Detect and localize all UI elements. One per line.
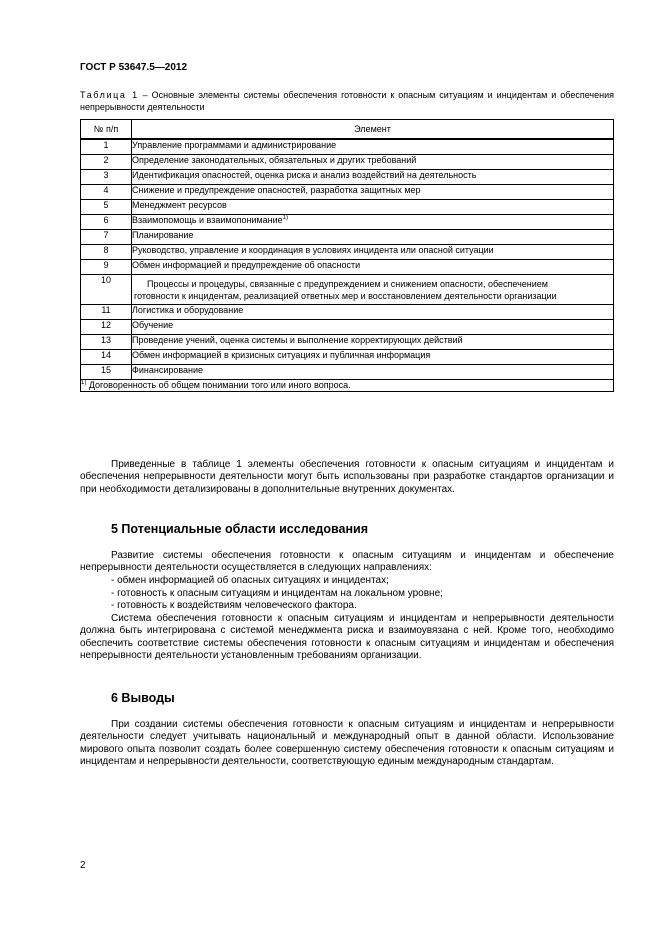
section-6-paragraph-1: При создании системы обеспечения готовности к опасным ситуациям и инцидентам и непрерывности деятельности следует учитывать национальный и международный опыт в данной области. Использование мирового опыта позволит создать более совершенную систему обеспечения готовности к опасным ситуациям и инцидентам и непрерывности деятельности, соответствующую единым международным стандартам. — [80, 719, 614, 768]
footnote-text: Договоренность об общем понимании того или иного вопроса. — [86, 380, 351, 390]
row-number: 15 — [81, 365, 132, 380]
row-number: 3 — [81, 170, 132, 185]
table-row — [81, 350, 614, 365]
section-6-title: 6 Выводы — [111, 691, 175, 705]
footnote-mark: 1) — [81, 380, 87, 386]
page-number: 2 — [80, 860, 86, 871]
row-element: Планирование — [132, 230, 614, 245]
row-number: 10 — [81, 275, 132, 305]
table-row — [81, 185, 614, 200]
row-number: 9 — [81, 260, 132, 275]
row-element — [132, 215, 614, 230]
row-number: 4 — [81, 185, 132, 200]
table-row — [81, 155, 614, 170]
row-element: Обучение — [132, 320, 614, 335]
table-footnote-row — [81, 380, 614, 392]
section-5-list-item: - готовность к воздействиям человеческого фактора. — [111, 600, 357, 611]
footnote-reference: 1) — [282, 215, 288, 221]
row-element-line-1: Процессы и процедуры, связанные с предупреждением и снижением опасности, обеспечением — [147, 279, 548, 289]
table-row — [81, 335, 614, 350]
table-footnote — [81, 380, 614, 392]
table-row — [81, 139, 614, 155]
row-number: 11 — [81, 305, 132, 320]
row-number: 13 — [81, 335, 132, 350]
elements-table — [80, 119, 614, 392]
row-element-text: Взаимопомощь и взаимопонимание — [132, 215, 283, 225]
table-caption-lead: Таблица 1 — [80, 90, 139, 100]
row-element: Обмен информацией и предупреждение об опасности — [132, 260, 614, 275]
row-element: Управление программами и администрирование — [132, 139, 614, 155]
row-number: 2 — [81, 155, 132, 170]
row-element: Финансирование — [132, 365, 614, 380]
section-5-list-item: - обмен информацией об опасных ситуациях и инцидентах; — [111, 575, 389, 586]
table-row — [81, 365, 614, 380]
row-element: Менеджмент ресурсов — [132, 200, 614, 215]
table-header-row — [81, 120, 614, 140]
column-header-number: № п/п — [81, 120, 132, 140]
row-number: 1 — [81, 139, 132, 155]
table-row — [81, 215, 614, 230]
row-element — [132, 275, 614, 305]
table-caption-text: – Основные элементы системы обеспечения готовности к опасным ситуациям и инцидентам и обеспечения непрерывности деятельности — [80, 90, 614, 112]
row-element-line-2: готовности к инцидентам, реализацией ответных мер и восстановлением деятельности организации — [134, 291, 557, 301]
column-header-element: Элемент — [132, 120, 614, 140]
section-5-paragraph-1: Развитие системы обеспечения готовности к опасным ситуациям и инцидентам и обеспечение непрерывности деятельности осуществляется в следующих направлениях: — [80, 550, 614, 574]
row-number: 12 — [81, 320, 132, 335]
table-row — [81, 230, 614, 245]
section-5-list-item: - готовность к опасным ситуациям и инцидентам на локальном уровне; — [111, 588, 443, 599]
row-element: Определение законодательных, обязательных и других требований — [132, 155, 614, 170]
section-5-title: 5 Потенциальные области исследования — [111, 522, 369, 536]
row-number: 8 — [81, 245, 132, 260]
document-header: ГОСТ Р 53647.5—2012 — [80, 62, 188, 73]
table-row — [81, 200, 614, 215]
row-number: 7 — [81, 230, 132, 245]
row-element: Проведение учений, оценка системы и выполнение корректирующих действий — [132, 335, 614, 350]
row-number: 14 — [81, 350, 132, 365]
table-row — [81, 170, 614, 185]
row-element: Логистика и оборудование — [132, 305, 614, 320]
section-5-paragraph-2: Система обеспечения готовности к опасным ситуациям и инцидентам и непрерывности деятельности должна быть интегрирована с системой менеджмента риска и взаимоувязана с ней. Кроме того, необходимо обеспечить соответствие системы обеспечения готовности к опасным ситуациям и инцидентам и обеспечения непрерывности деятельности установленным требованиям организации. — [80, 613, 614, 662]
row-element: Руководство, управление и координация в условиях инцидента или опасной ситуации — [132, 245, 614, 260]
table-caption — [80, 89, 614, 113]
table-row — [81, 305, 614, 320]
row-element: Снижение и предупреждение опасностей, разработка защитных мер — [132, 185, 614, 200]
row-number: 5 — [81, 200, 132, 215]
row-element: Обмен информацией в кризисных ситуациях и публичная информация — [132, 350, 614, 365]
table-row — [81, 320, 614, 335]
paragraph-after-table: Приведенные в таблице 1 элементы обеспечения готовности к опасным ситуациям и инцидентам и обеспечения непрерывности деятельности могут быть использованы при разработке стандартов организации и при необходимости детализированы в дополнительные внутренних документах. — [80, 459, 614, 495]
table-row — [81, 245, 614, 260]
row-number: 6 — [81, 215, 132, 230]
table-row — [81, 275, 614, 305]
row-element: Идентификация опасностей, оценка риска и анализ воздействий на деятельность — [132, 170, 614, 185]
table-row — [81, 260, 614, 275]
